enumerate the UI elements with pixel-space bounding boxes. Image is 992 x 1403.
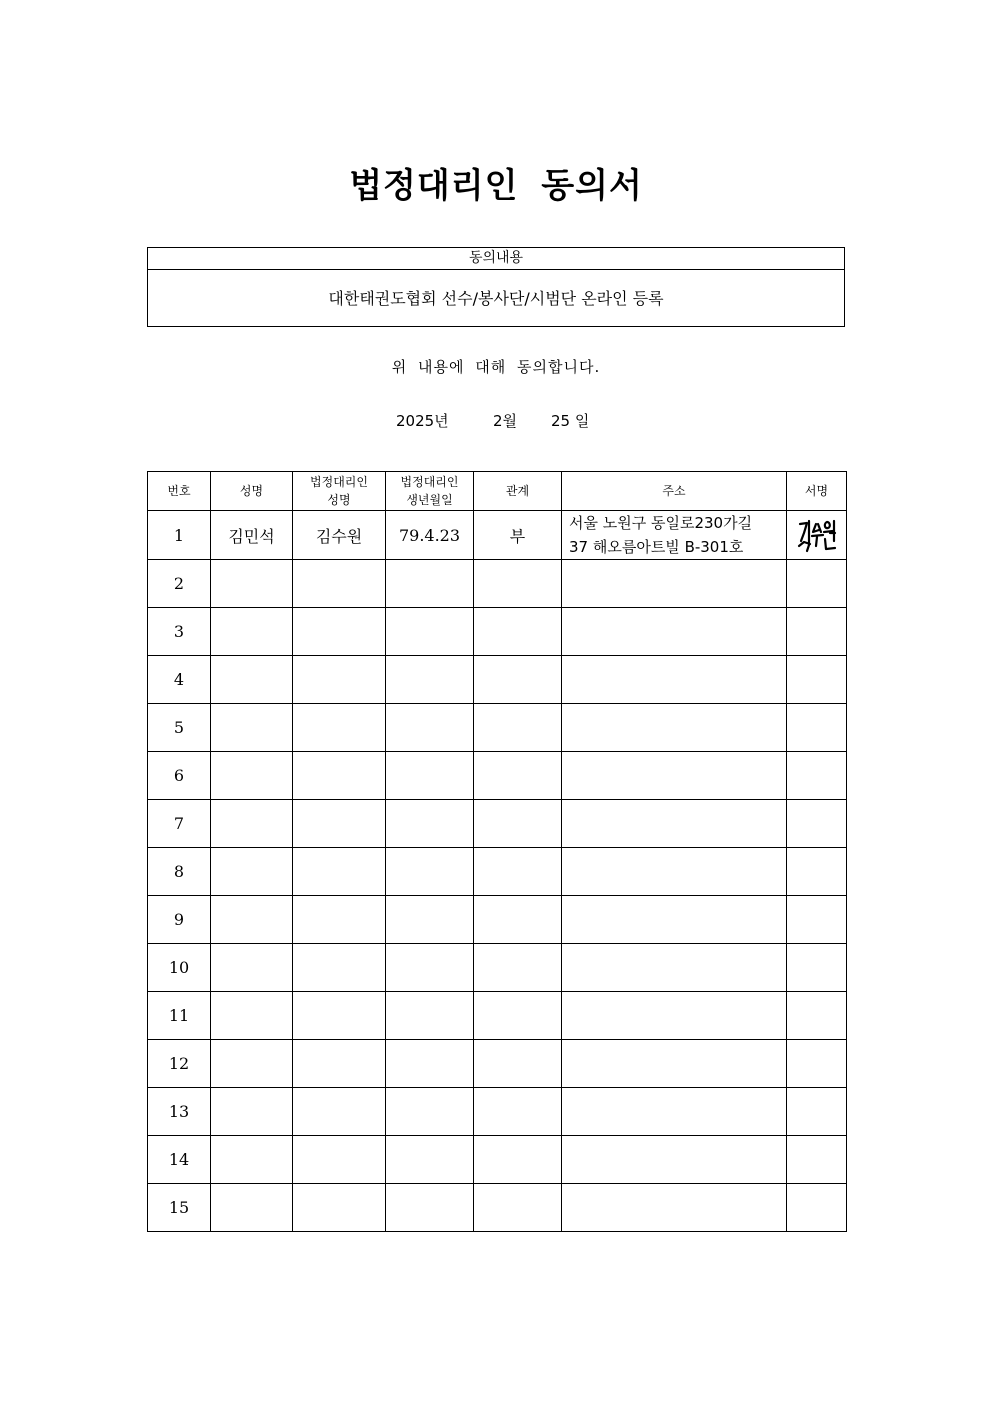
row-number: 14 xyxy=(148,1136,211,1184)
guardian-table xyxy=(147,471,847,1232)
signature-cell xyxy=(787,992,847,1040)
signature-cell xyxy=(787,752,847,800)
guardian-name xyxy=(293,1136,386,1184)
guardian-name xyxy=(293,992,386,1040)
signature-cell xyxy=(787,656,847,704)
header-guardian-birth-line2: 생년월일 xyxy=(406,493,453,507)
header-no: 번호 xyxy=(148,472,211,511)
header-guardian-birth-line1: 법정대리인 xyxy=(400,475,459,489)
address xyxy=(562,1184,787,1232)
signature-cell xyxy=(787,848,847,896)
signature-cell xyxy=(787,704,847,752)
signature-cell xyxy=(787,1184,847,1232)
address xyxy=(562,800,787,848)
signature-cell xyxy=(787,896,847,944)
header-guardian-name-line2: 성명 xyxy=(327,493,351,507)
student-name xyxy=(211,608,293,656)
row-number: 8 xyxy=(148,848,211,896)
table-row xyxy=(148,800,847,848)
address xyxy=(562,1040,787,1088)
signature-cell xyxy=(787,560,847,608)
row-number: 5 xyxy=(148,704,211,752)
guardian-name xyxy=(293,848,386,896)
relation xyxy=(474,848,562,896)
address-line1: 서울 노원구 동일로230가길 xyxy=(569,514,753,532)
table-header-row xyxy=(148,472,847,511)
consent-header: 동의내용 xyxy=(148,248,844,270)
address xyxy=(562,608,787,656)
table-row xyxy=(148,1136,847,1184)
table-row xyxy=(148,992,847,1040)
address xyxy=(562,896,787,944)
guardian-name xyxy=(293,944,386,992)
guardian-birth xyxy=(386,896,474,944)
student-name: 김민석 xyxy=(211,511,293,560)
address xyxy=(562,704,787,752)
student-name xyxy=(211,800,293,848)
document-title: 법정대리인 동의서 xyxy=(349,166,643,206)
guardian-birth xyxy=(386,944,474,992)
student-name xyxy=(211,752,293,800)
row-number: 10 xyxy=(148,944,211,992)
relation xyxy=(474,752,562,800)
guardian-birth xyxy=(386,704,474,752)
relation xyxy=(474,944,562,992)
date-day: 25 일 xyxy=(551,412,590,430)
address xyxy=(562,848,787,896)
row-number: 4 xyxy=(148,656,211,704)
table-row xyxy=(148,752,847,800)
table-row xyxy=(148,704,847,752)
student-name xyxy=(211,560,293,608)
consent-box xyxy=(147,247,845,327)
address-line2: 37 해오름아트빌 B-301호 xyxy=(569,538,744,556)
guardian-name xyxy=(293,704,386,752)
consent-content: 대한태권도협회 선수/봉사단/시범단 온라인 등록 xyxy=(328,289,664,308)
table-row xyxy=(148,1184,847,1232)
address xyxy=(562,752,787,800)
signature-cell xyxy=(787,511,847,560)
header-signature: 서명 xyxy=(787,472,847,511)
date-year: 2025년 xyxy=(396,412,449,430)
relation xyxy=(474,800,562,848)
table-row xyxy=(148,1040,847,1088)
signature-cell xyxy=(787,1040,847,1088)
guardian-name xyxy=(293,1088,386,1136)
relation xyxy=(474,1136,562,1184)
row-number: 15 xyxy=(148,1184,211,1232)
signature-cell xyxy=(787,1088,847,1136)
relation xyxy=(474,704,562,752)
row-number: 3 xyxy=(148,608,211,656)
guardian-name xyxy=(293,752,386,800)
signature-cell xyxy=(787,1136,847,1184)
guardian-birth xyxy=(386,752,474,800)
student-name xyxy=(211,1184,293,1232)
student-name xyxy=(211,1040,293,1088)
address xyxy=(562,560,787,608)
row-number: 11 xyxy=(148,992,211,1040)
guardian-birth xyxy=(386,656,474,704)
guardian-birth xyxy=(386,848,474,896)
date-month: 2월 xyxy=(493,412,518,430)
student-name xyxy=(211,992,293,1040)
address xyxy=(562,511,787,560)
guardian-birth xyxy=(386,992,474,1040)
row-number: 6 xyxy=(148,752,211,800)
table-row xyxy=(148,1088,847,1136)
guardian-name xyxy=(293,560,386,608)
address xyxy=(562,992,787,1040)
guardian-birth xyxy=(386,1088,474,1136)
relation xyxy=(474,896,562,944)
table-row xyxy=(148,944,847,992)
table-row xyxy=(148,656,847,704)
header-guardian-name-line1: 법정대리인 xyxy=(310,475,368,489)
relation xyxy=(474,608,562,656)
student-name xyxy=(211,1136,293,1184)
address xyxy=(562,656,787,704)
relation xyxy=(474,1184,562,1232)
guardian-birth xyxy=(386,800,474,848)
guardian-birth xyxy=(386,1184,474,1232)
table-row xyxy=(148,560,847,608)
address xyxy=(562,1088,787,1136)
guardian-name xyxy=(293,800,386,848)
relation xyxy=(474,992,562,1040)
guardian-birth xyxy=(386,1040,474,1088)
student-name xyxy=(211,896,293,944)
guardian-name: 김수원 xyxy=(293,511,386,560)
table-row xyxy=(148,608,847,656)
student-name xyxy=(211,656,293,704)
student-name xyxy=(211,944,293,992)
header-guardian-birth xyxy=(386,472,474,511)
guardian-name xyxy=(293,1040,386,1088)
table-row xyxy=(148,896,847,944)
student-name xyxy=(211,1088,293,1136)
table-row xyxy=(148,511,847,560)
address xyxy=(562,944,787,992)
row-number: 1 xyxy=(148,511,211,560)
relation xyxy=(474,656,562,704)
header-address: 주소 xyxy=(562,472,787,511)
guardian-birth xyxy=(386,608,474,656)
guardian-name xyxy=(293,656,386,704)
row-number: 2 xyxy=(148,560,211,608)
row-number: 9 xyxy=(148,896,211,944)
guardian-birth xyxy=(386,560,474,608)
signature-cell xyxy=(787,800,847,848)
address xyxy=(562,1136,787,1184)
guardian-birth: 79.4.23 xyxy=(386,511,474,560)
row-number: 13 xyxy=(148,1088,211,1136)
relation xyxy=(474,560,562,608)
row-number: 7 xyxy=(148,800,211,848)
guardian-birth xyxy=(386,1136,474,1184)
guardian-name xyxy=(293,608,386,656)
guardian-name xyxy=(293,896,386,944)
signature-cell xyxy=(787,608,847,656)
header-guardian-name xyxy=(293,472,386,511)
table-row xyxy=(148,848,847,896)
relation xyxy=(474,1088,562,1136)
header-relation: 관계 xyxy=(474,472,562,511)
signature-image xyxy=(794,515,840,555)
guardian-name xyxy=(293,1184,386,1232)
header-name: 성명 xyxy=(211,472,293,511)
relation: 부 xyxy=(474,511,562,560)
student-name xyxy=(211,848,293,896)
signature-cell xyxy=(787,944,847,992)
student-name xyxy=(211,704,293,752)
row-number: 12 xyxy=(148,1040,211,1088)
relation xyxy=(474,1040,562,1088)
agree-statement: 위 내용에 대해 동의합니다. xyxy=(391,358,601,376)
